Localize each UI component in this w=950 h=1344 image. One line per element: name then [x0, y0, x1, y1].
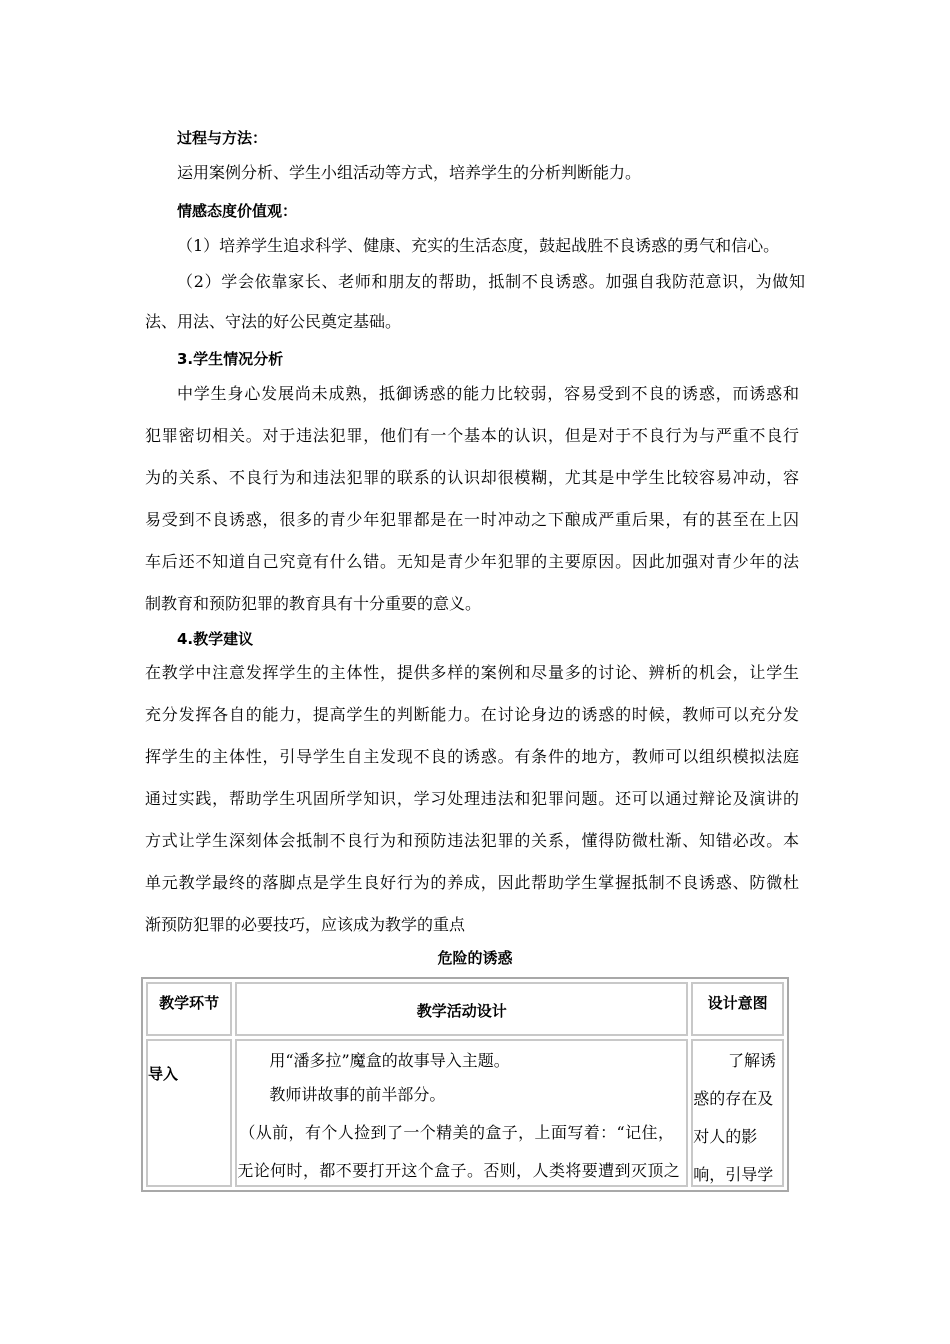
intent-line: 响，引导学 — [693, 1165, 774, 1184]
activity-line: 无论何时，都不要打开这个盒子。否则，人类将要遭到灭顶之 — [237, 1161, 681, 1180]
header-cell-activity — [235, 982, 688, 1036]
student-analysis-line: 犯罪密切相关。对于违法犯罪，他们有一个基本的认识，但是对于不良行为与严重不良行 — [145, 426, 799, 445]
table-row — [146, 1039, 784, 1187]
header-cell-stage — [146, 982, 232, 1036]
table-header-row — [146, 982, 784, 1036]
teaching-advice-line: 通过实践，帮助学生巩固所学知识，学习处理违法和犯罪问题。还可以通过辩论及演讲的 — [145, 789, 799, 808]
student-analysis-line: 易受到不良诱惑，很多的青少年犯罪都是在一时冲动之下酿成严重后果，有的甚至在上囚 — [145, 510, 799, 529]
process-method-text: 运用案例分析、学生小组活动等方式，培养学生的分析判断能力。 — [177, 163, 642, 182]
teaching-advice-line: 充分发挥各自的能力，提高学生的判断能力。在讨论身边的诱惑的时候，教师可以充分发 — [145, 705, 799, 724]
activity-line: （从前，有个人捡到了一个精美的盒子，上面写着：“记住， — [239, 1123, 675, 1142]
header-intent-label: 设计意图 — [707, 994, 768, 1012]
table-title: 危险的诱惑 — [437, 949, 513, 967]
student-analysis-line: 制教育和预防犯罪的教育具有十分重要的意义。 — [145, 594, 482, 613]
teaching-advice-line: 挥学生的主体性，引导学生自主发现不良的诱惑。有条件的地方，教师可以组织模拟法庭 — [145, 747, 799, 766]
intent-cell — [691, 1039, 784, 1187]
header-activity-label: 教学活动设计 — [416, 1002, 507, 1020]
activity-cell — [235, 1039, 688, 1187]
attitude-item-2-line-1: （2）学会依靠家长、老师和朋友的帮助，抵制不良诱惑。加强自我防范意识，为做知 — [177, 272, 805, 291]
student-analysis-line: 中学生身心发展尚未成熟，抵御诱惑的能力比较弱，容易受到不良的诱惑，而诱惑和 — [177, 384, 799, 403]
lesson-table — [141, 977, 789, 1192]
attitude-item-2-line-2: 法、用法、守法的好公民奠定基础。 — [145, 312, 402, 331]
stage-cell — [146, 1039, 232, 1187]
attitude-item-1: （1）培养学生追求科学、健康、充实的生活态度，鼓起战胜不良诱惑的勇气和信心。 — [177, 236, 780, 255]
student-analysis-heading: 3.学生情况分析 — [177, 350, 284, 368]
teaching-advice-line: 单元教学最终的落脚点是学生良好行为的养成，因此帮助学生掌握抵制不良诱惑、防微杜 — [145, 873, 799, 892]
teaching-advice-line: 在教学中注意发挥学生的主体性，提供多样的案例和尽量多的讨论、辨析的机会，让学生 — [145, 663, 799, 682]
teaching-advice-heading: 4.教学建议 — [177, 630, 254, 648]
header-cell-intent — [691, 982, 784, 1036]
attitude-heading: 情感态度价值观： — [177, 202, 298, 220]
teaching-advice-line: 渐预防犯罪的必要技巧，应该成为教学的重点 — [145, 915, 466, 934]
activity-line: 用“潘多拉”魔盒的故事导入主题。 — [269, 1051, 510, 1070]
intent-line: 了解诱 — [727, 1051, 776, 1070]
stage-label: 导入 — [148, 1065, 179, 1083]
intent-line: 对人的影 — [693, 1127, 758, 1146]
activity-line: 教师讲故事的前半部分。 — [269, 1085, 446, 1104]
process-method-heading: 过程与方法： — [177, 129, 268, 147]
student-analysis-line: 车后还不知道自己究竟有什么错。无知是青少年犯罪的主要原因。因此加强对青少年的法 — [145, 552, 799, 571]
header-stage-label: 教学环节 — [159, 994, 220, 1012]
intent-line: 惑的存在及 — [693, 1089, 774, 1108]
student-analysis-line: 为的关系、不良行为和违法犯罪的联系的认识却很模糊，尤其是中学生比较容易冲动，容 — [145, 468, 799, 487]
teaching-advice-line: 方式让学生深刻体会抵制不良行为和预防违法犯罪的关系，懂得防微杜渐、知错必改。本 — [145, 831, 799, 850]
